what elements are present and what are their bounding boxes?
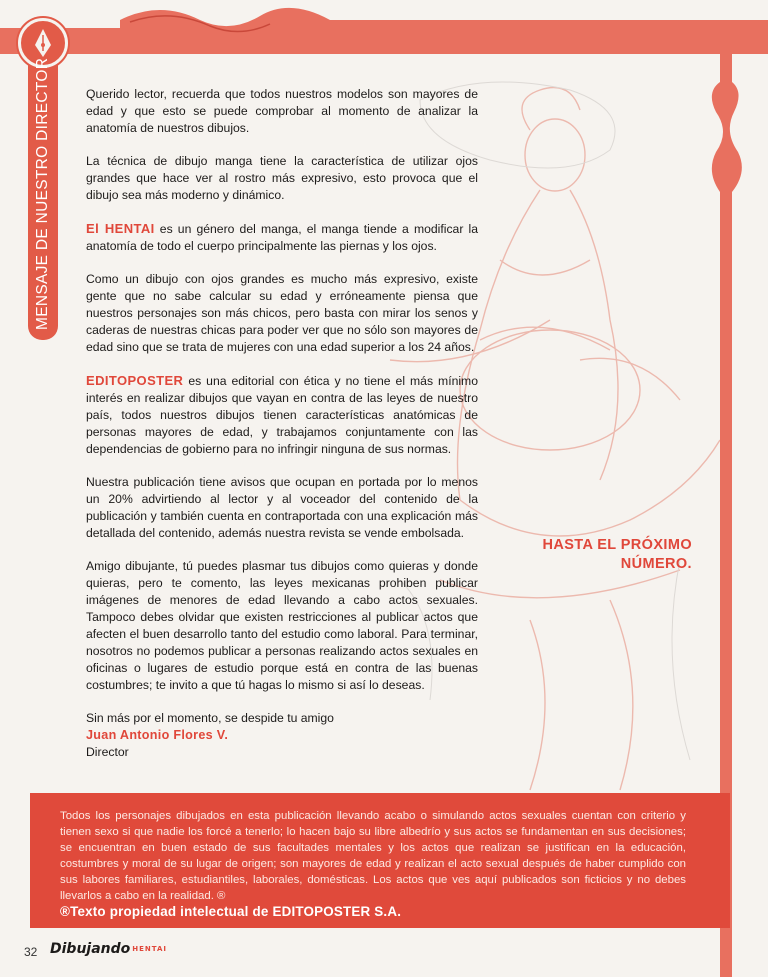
signature-name: Juan Antonio Flores V.	[86, 728, 229, 742]
magazine-logo: Dibujando HENTAI	[50, 941, 168, 957]
director-letter	[86, 86, 478, 761]
closing-line-2: NÚMERO.	[620, 556, 692, 572]
paragraph: Amigo dibujante, tú puedes plasmar tus dibujos como quieras y donde quieras, pero te comento, las leyes mexicanas prohiben publicar imágenes de menores de edad llevando a cabo actos sexuales. Tampoco debes olvidar que existen restricciones al publicar actos que afecten el buen desarrollo tanto del estudio como laboral. Para terminar, nosotros no podemos publicar a personas realizando actos sexuales en oficinas o lugares de estudio porque está en contra de las buenas costumbres; te invito a que tú hagas lo mismo si así lo deseas.	[86, 559, 478, 692]
closing-line-1: HASTA EL PRÓXIMO	[542, 537, 692, 553]
signature-line: Sin más por el momento, se despide tu amigo	[86, 711, 334, 725]
paragraph: EDITOPOSTER es una editorial con ética y no tiene el más mínimo interés en realizar dibujos que vayan en contra de las leyes de nuestro país, todos nuestros dibujos tienen características anatómicas de personas mayores de edad, y trabajamos conjuntamente con las dependencias de gobierno para no infringir ninguna de sus normas.	[86, 373, 478, 456]
paragraph: Nuestra publicación tiene avisos que ocupan en portada por lo menos un 20% advirtiendo al lector y al voceador del contenido de la publicación y también cuenta en contraportada con una explicación más detallada del contenido, además nuestra revista se vende embolsada.	[86, 475, 478, 540]
closing-note	[490, 536, 692, 574]
top-banner-scroll-ornament	[120, 0, 768, 60]
signature-role: Director	[86, 745, 129, 759]
page-number: 32	[24, 945, 38, 959]
paragraph: La técnica de dibujo manga tiene la característica de utilizar ojos grandes que hace ver al rostro más expresivo, esto provoca que el dibujo sea más moderno y dinámico.	[86, 154, 478, 202]
highlight-editoposter: EDITOPOSTER	[86, 373, 184, 388]
highlight-hentai: El HENTAI	[86, 221, 155, 236]
section-title-vertical: MENSAJE DE NUESTRO DIRECTOR	[34, 57, 51, 330]
signature-block	[86, 710, 478, 761]
copyright-notice: ®Texto propiedad intelectual de EDITOPOSTER S.A.	[60, 904, 402, 919]
disclaimer-text: Todos los personajes dibujados en esta publicación llevando acabo o simulando actos sexuales cuentan con criterio y tienen sexo si que nadie los forcé a tenerlo; lo hacen bajo su libre albedrío y sus actos se fundamentan en sus decisiones; se encuentran en buen estado de sus facultades mentales y los actos que realizan se justifican en la educación, costumbres y moral de su lugar de origen; son mayores de edad y realizan el acto sexual después de haber cumplido con sus labores familiares, estudiantiles, laborales, domésticas. Los actos que ves aquí publicados son ficticios y no debes llevarlos a cabo en la realidad. ®	[60, 810, 686, 902]
paragraph: Como un dibujo con ojos grandes es mucho más expresivo, existe gente que no sabe calcular su edad y erróneamente piensa que nuestros personajes son más chicos, pero basta con mirar los senos y caderas de nuestras chicas para poder ver que no sólo son mayores de edad sino que se trata de mujeres con una edad superior a los 24 años.	[86, 272, 478, 354]
paragraph: El HENTAI es un género del manga, el manga tiende a modificar la anatomía de todo el cuerpo principalmente las piernas y los ojos.	[86, 221, 479, 253]
paragraph: Querido lector, recuerda que todos nuestros modelos son mayores de edad y que esto se puede comprobar al momento de analizar la anatomía de nuestros dibujos.	[86, 87, 478, 135]
